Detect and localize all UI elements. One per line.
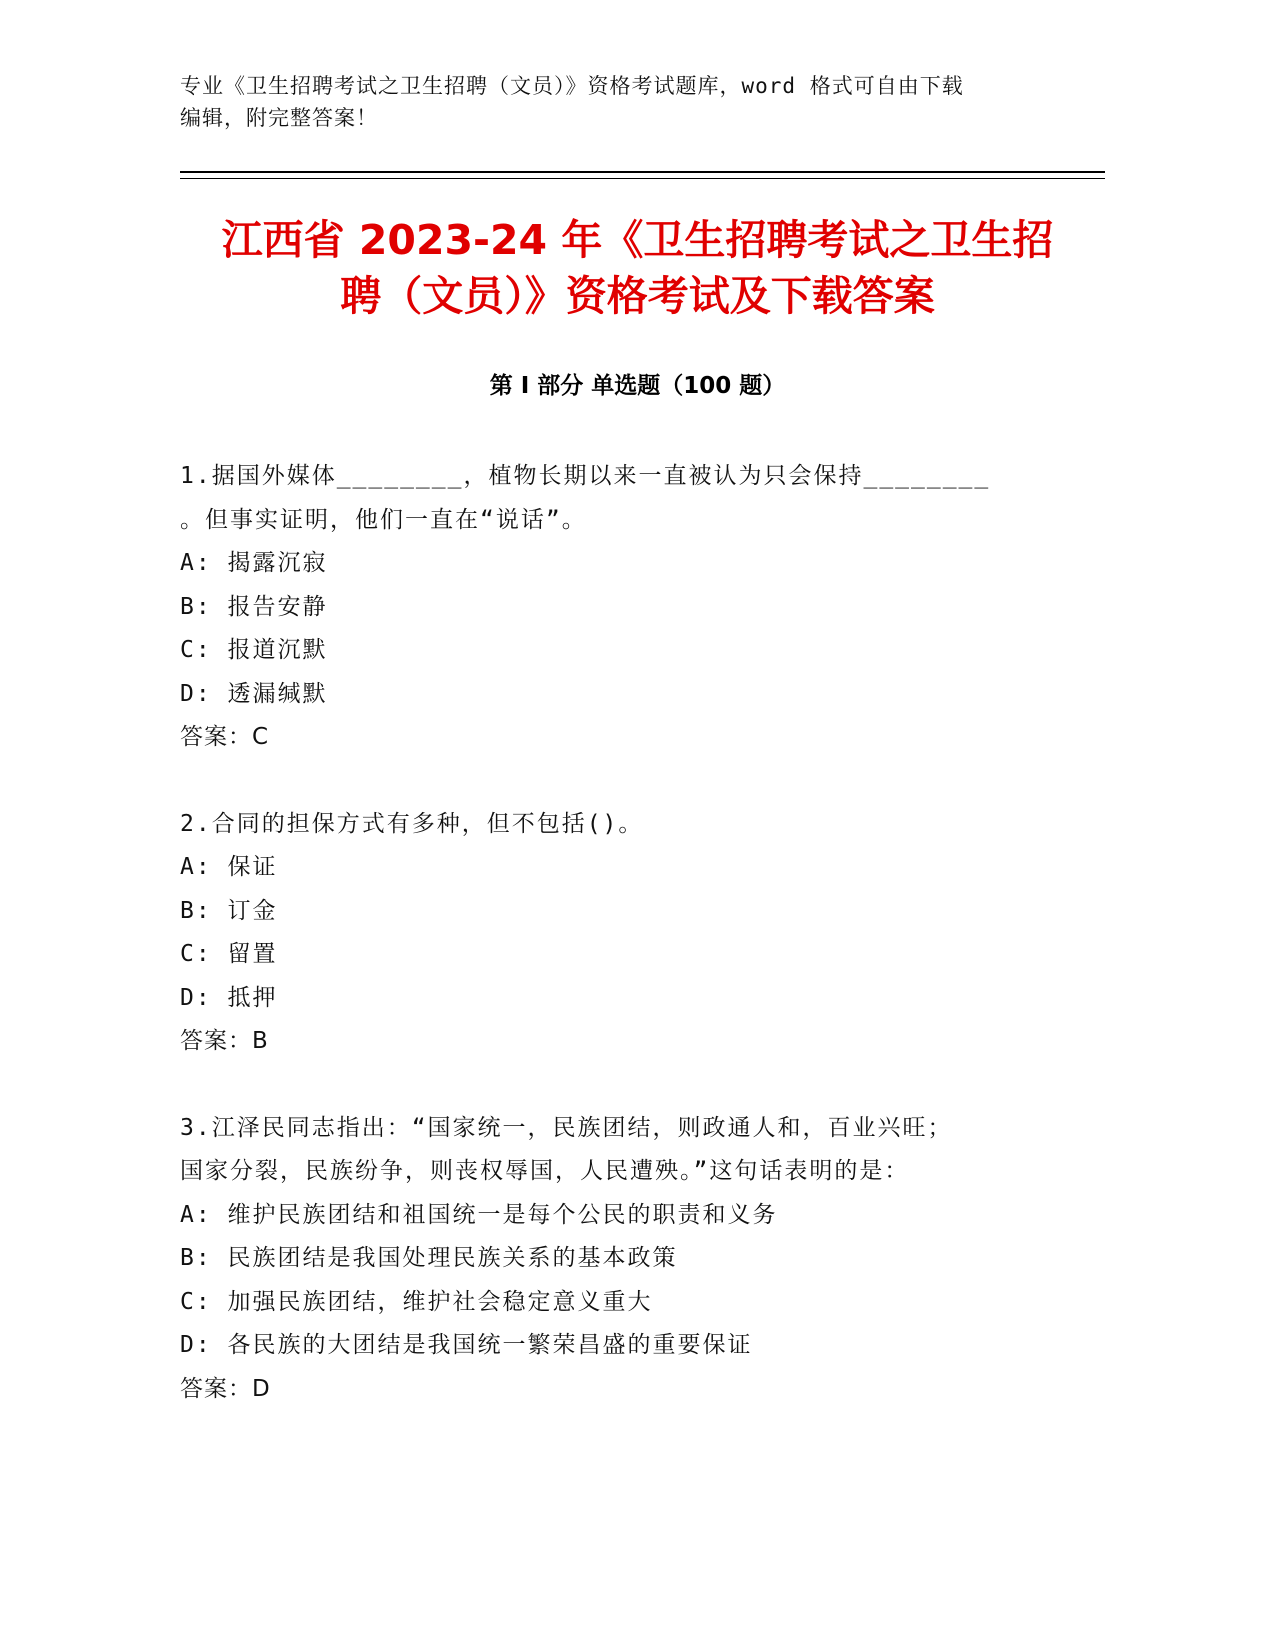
header-note: [180, 70, 1080, 134]
question-stem-line: 2.合同的担保方式有多种，但不包括()。: [180, 810, 644, 837]
document-title: [150, 212, 1125, 324]
question-list: [180, 455, 1080, 1454]
header-note-line: 编辑，附完整答案！: [180, 106, 378, 130]
option-a: A: 维护民族团结和祖国统一是每个公民的职责和义务: [180, 1201, 778, 1228]
question-item: [180, 455, 1080, 760]
answer-line: 答案：B: [180, 1028, 269, 1054]
option-a: A: 保证: [180, 854, 278, 880]
header-divider-thick: [180, 171, 1105, 173]
answer-line: 答案：C: [180, 724, 270, 750]
option-b: B: 民族团结是我国处理民族关系的基本政策: [180, 1245, 678, 1271]
option-c: C: 留置: [180, 941, 278, 967]
option-b: B: 订金: [180, 897, 278, 924]
question-item: [180, 1107, 1080, 1412]
header-divider-thin: [180, 178, 1105, 179]
option-c: C: 报道沉默: [180, 637, 328, 663]
section-heading: 第 I 部分 单选题（100 题）: [489, 373, 786, 399]
option-d: D: 透漏缄默: [180, 680, 328, 707]
option-c: C: 加强民族团结，维护社会稳定意义重大: [180, 1288, 653, 1315]
answer-line: 答案：D: [180, 1375, 271, 1402]
option-d: D: 抵押: [180, 984, 278, 1011]
question-stem-line: 1.据国外媒体________，植物长期以来一直被认为只会保持________: [180, 463, 991, 489]
option-a: A: 揭露沉寂: [180, 550, 328, 576]
title-line: 江西省 2023-24 年《卫生招聘考试之卫生招: [221, 216, 1054, 264]
question-stem-line: 国家分裂，民族纷争，则丧权辱国，人民遭殃。”这句话表明的是：: [180, 1158, 910, 1184]
question-stem-line: 3.江泽民同志指出：“国家统一，民族团结，则政通人和，百业兴旺；: [180, 1114, 953, 1141]
title-line: 聘（文员）》资格考试及下载答案: [340, 272, 935, 320]
header-note-line: 专业《卫生招聘考试之卫生招聘（文员）》资格考试题库，word 格式可自由下载: [180, 74, 964, 98]
question-stem-line: 。但事实证明，他们一直在“说话”。: [180, 506, 587, 533]
option-d: D: 各民族的大团结是我国统一繁荣昌盛的重要保证: [180, 1332, 753, 1358]
option-b: B: 报告安静: [180, 593, 328, 620]
question-item: [180, 803, 1080, 1064]
